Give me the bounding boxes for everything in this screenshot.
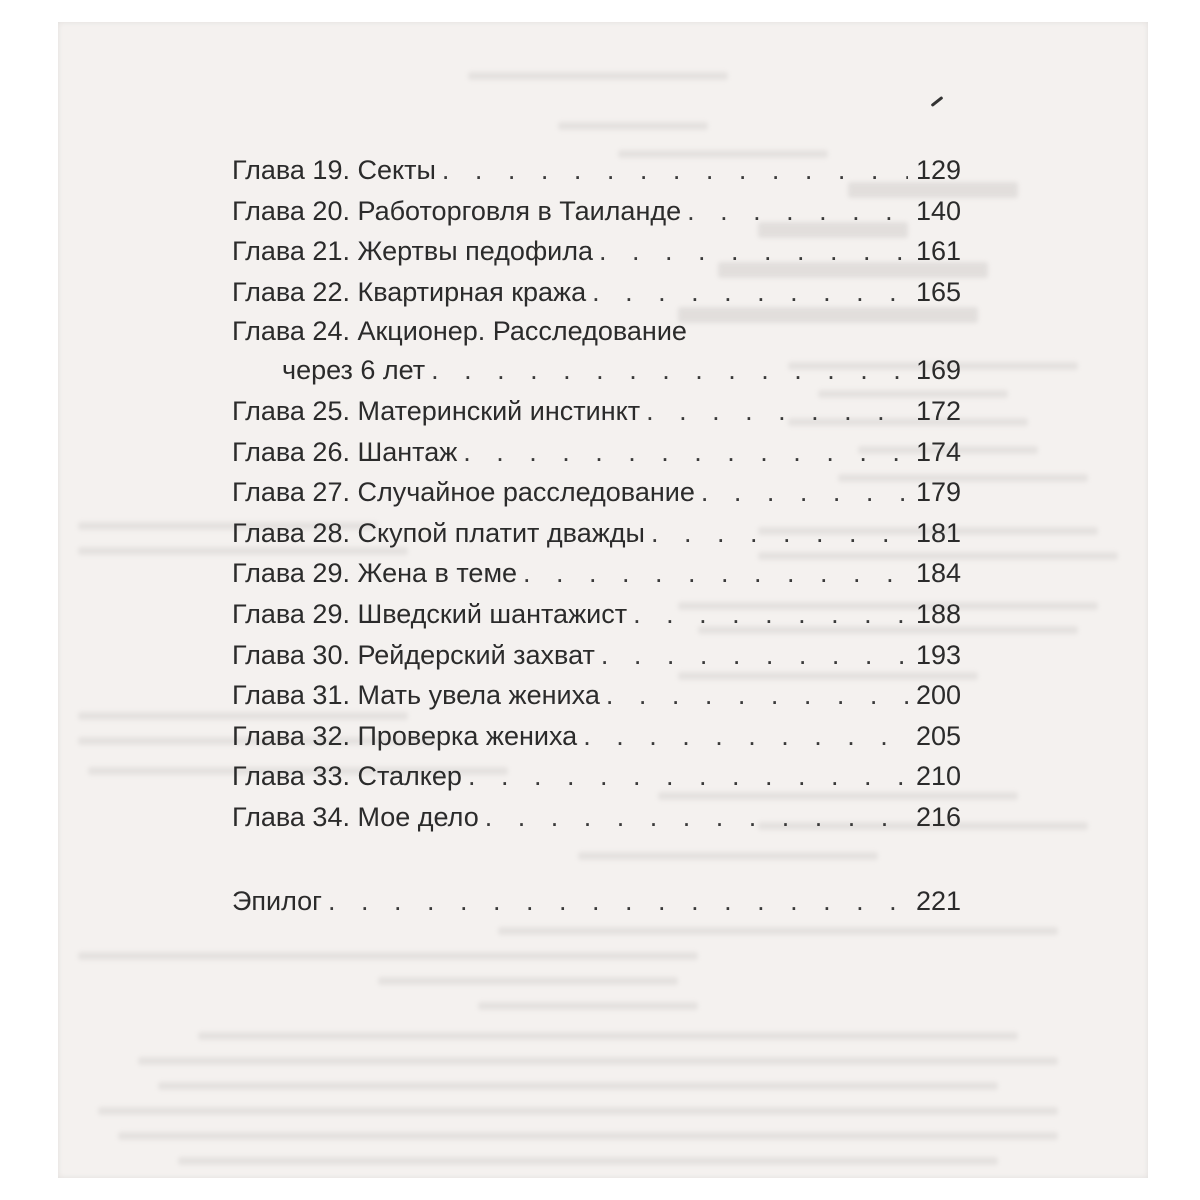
toc-entry [232, 312, 961, 350]
toc-entry-page: 140 [915, 195, 961, 226]
toc-entry-title-continuation: через 6 лет [282, 355, 426, 386]
toc-entry-title: Глава 28. Скупой платит дважды [232, 517, 645, 548]
bleed-through-line [558, 122, 708, 130]
toc-entry-title: Глава 26. Шантаж [232, 436, 458, 467]
toc-entry [232, 432, 961, 473]
toc-entry-page: 221 [915, 885, 961, 916]
toc-entry-page: 216 [915, 801, 961, 832]
toc-entry [232, 272, 961, 313]
toc-entry-title: Глава 34. Мое дело [232, 801, 479, 832]
toc-entry-page: 188 [915, 598, 961, 629]
toc-entry-title: Глава 31. Мать увела жениха [232, 680, 600, 711]
pen-mark [931, 96, 944, 107]
toc-entry-page: 193 [915, 639, 961, 670]
toc-entry [232, 635, 961, 676]
bleed-through-line [138, 1057, 1058, 1065]
toc-entry [232, 513, 961, 554]
toc-entry-title: Глава 30. Рейдерский захват [232, 639, 595, 670]
toc-entry-page: 181 [915, 517, 961, 548]
dot-leader [599, 231, 908, 272]
bleed-through-line [98, 1107, 1058, 1115]
dot-leader [463, 432, 908, 473]
toc-entry-title: Глава 33. Сталкер [232, 761, 462, 792]
toc-entry [232, 594, 961, 635]
toc-entry-continuation [232, 350, 961, 391]
toc-entry-title: Глава 29. Жена в теме [232, 558, 518, 589]
toc-entry-title: Глава 24. Акционер. Расследование [232, 316, 687, 347]
toc-entry-epilogue [232, 881, 961, 922]
toc-entry [232, 191, 961, 232]
dot-leader [651, 513, 908, 554]
bleed-through-line [498, 927, 1058, 935]
toc-entry [232, 391, 961, 432]
toc-entry-page: 165 [915, 276, 961, 307]
toc-entry [232, 150, 961, 191]
toc-entry-title: Глава 32. Проверка жениха [232, 720, 578, 751]
toc-entry [232, 756, 961, 797]
toc-entry [232, 472, 961, 513]
dot-leader [431, 350, 908, 391]
table-of-contents [232, 150, 961, 921]
toc-entry-page: 184 [915, 558, 961, 589]
dot-leader [606, 675, 908, 716]
toc-entry-page: 205 [915, 720, 961, 751]
bleed-through-line [378, 977, 678, 985]
dot-leader [468, 756, 908, 797]
book-page [58, 22, 1148, 1178]
bleed-through-line [198, 1032, 1018, 1040]
bleed-through-line [158, 1082, 998, 1090]
toc-entry-title: Глава 22. Квартирная кража [232, 276, 587, 307]
toc-entry-title: Глава 29. Шведский шантажист [232, 598, 628, 629]
bleed-through-line [78, 952, 698, 960]
dot-leader [646, 391, 908, 432]
bleed-through-line [478, 1002, 698, 1010]
bleed-through-line [178, 1157, 998, 1165]
toc-entry-title: Эпилог [232, 885, 323, 916]
dot-leader [583, 716, 908, 757]
toc-entry-title: Глава 19. Секты [232, 155, 436, 185]
toc-entry-page: 210 [915, 761, 961, 792]
toc-entry-page: 200 [915, 680, 961, 711]
dot-leader [592, 272, 908, 313]
toc-entry [232, 716, 961, 757]
dot-leader [485, 797, 908, 838]
toc-entry-page: 172 [915, 395, 961, 426]
toc-entry-title: Глава 27. Случайное расследование [232, 477, 695, 508]
dot-leader [601, 635, 908, 676]
toc-entry-page: 174 [915, 436, 961, 467]
bleed-through-line [118, 1132, 1058, 1140]
dot-leader [442, 150, 908, 191]
dot-leader [687, 191, 908, 232]
dot-leader [701, 472, 908, 513]
toc-entry-title: Глава 21. Жертвы педофила [232, 236, 594, 267]
toc-entry [232, 231, 961, 272]
dot-leader [523, 553, 908, 594]
toc-entry-page: 169 [915, 355, 961, 386]
toc-entry-title: Глава 20. Работорговля в Таиланде [232, 195, 682, 226]
bleed-through-line [468, 72, 728, 80]
toc-entry-page: 129 [915, 155, 961, 185]
toc-entry-page: 179 [915, 477, 961, 508]
toc-entry [232, 675, 961, 716]
dot-leader [633, 594, 908, 635]
toc-entry [232, 553, 961, 594]
toc-entry-page: 161 [915, 236, 961, 267]
dot-leader [328, 881, 908, 922]
toc-entry-title: Глава 25. Материнский инстинкт [232, 395, 641, 426]
toc-entry [232, 797, 961, 838]
